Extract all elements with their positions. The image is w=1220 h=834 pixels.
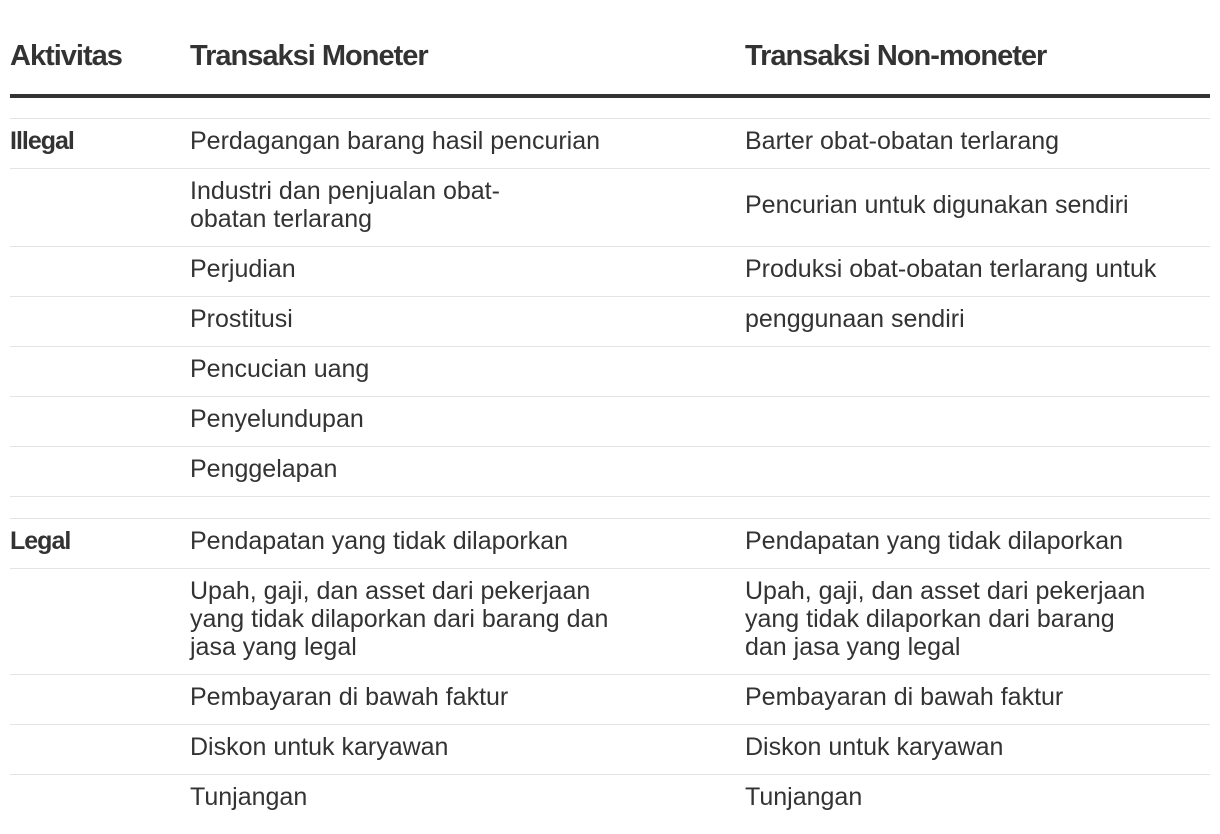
category-legal: Legal: [10, 527, 71, 555]
table-row: [10, 724, 1210, 775]
table-row: [10, 396, 1210, 447]
cell-non-monetary: Pencurian untuk digunakan sendiri: [745, 191, 1129, 219]
header-activity: Aktivitas: [10, 40, 122, 72]
table-row: [10, 296, 1210, 347]
cell-monetary: Pembayaran di bawah faktur: [190, 683, 509, 711]
cell-monetary: Diskon untuk karyawan: [190, 733, 449, 761]
cell-monetary-line: yang tidak dilaporkan dari barang dan: [190, 605, 609, 633]
cell-non-monetary-line: Upah, gaji, dan asset dari pekerjaan: [745, 577, 1146, 605]
cell-non-monetary: Tunjangan: [745, 783, 863, 811]
cell-non-monetary-line: dan jasa yang legal: [745, 633, 961, 661]
table-row: [10, 118, 1210, 169]
section-spacer: [10, 496, 1210, 519]
cell-non-monetary: Pendapatan yang tidak dilaporkan: [745, 527, 1124, 555]
cell-monetary: Tunjangan: [190, 783, 308, 811]
cell-non-monetary: Pembayaran di bawah faktur: [745, 683, 1064, 711]
header-divider: [10, 94, 1210, 98]
cell-monetary: Penggelapan: [190, 455, 338, 483]
cell-monetary-line: Upah, gaji, dan asset dari pekerjaan: [190, 577, 591, 605]
table-row: [10, 168, 1210, 247]
table-row: [10, 774, 1210, 825]
cell-monetary: Pencucian uang: [190, 355, 370, 383]
cell-non-monetary: penggunaan sendiri: [745, 305, 965, 333]
header-monetary: Transaksi Moneter: [190, 40, 428, 72]
cell-monetary-line: obatan terlarang: [190, 205, 373, 233]
table-header: [10, 40, 1210, 80]
cell-monetary: Pendapatan yang tidak dilaporkan: [190, 527, 569, 555]
cell-monetary: Penyelundupan: [190, 405, 364, 433]
cell-monetary-line: jasa yang legal: [190, 633, 357, 661]
cell-monetary-line: Industri dan penjualan obat-: [190, 177, 500, 205]
table-row: [10, 446, 1210, 497]
table-row: [10, 568, 1210, 675]
table-row: [10, 346, 1210, 397]
table-row: [10, 246, 1210, 297]
cell-non-monetary: Diskon untuk karyawan: [745, 733, 1004, 761]
header-non-monetary: Transaksi Non-moneter: [745, 40, 1047, 72]
cell-non-monetary: Produksi obat-obatan terlarang untuk: [745, 255, 1157, 283]
cell-non-monetary: Barter obat-obatan terlarang: [745, 127, 1060, 155]
cell-monetary: Prostitusi: [190, 305, 293, 333]
category-illegal: Illegal: [10, 127, 74, 155]
cell-monetary: Perjudian: [190, 255, 296, 283]
cell-monetary: Perdagangan barang hasil pencurian: [190, 127, 601, 155]
table-row: [10, 518, 1210, 569]
table-row: [10, 674, 1210, 725]
cell-non-monetary-line: yang tidak dilaporkan dari barang: [745, 605, 1115, 633]
